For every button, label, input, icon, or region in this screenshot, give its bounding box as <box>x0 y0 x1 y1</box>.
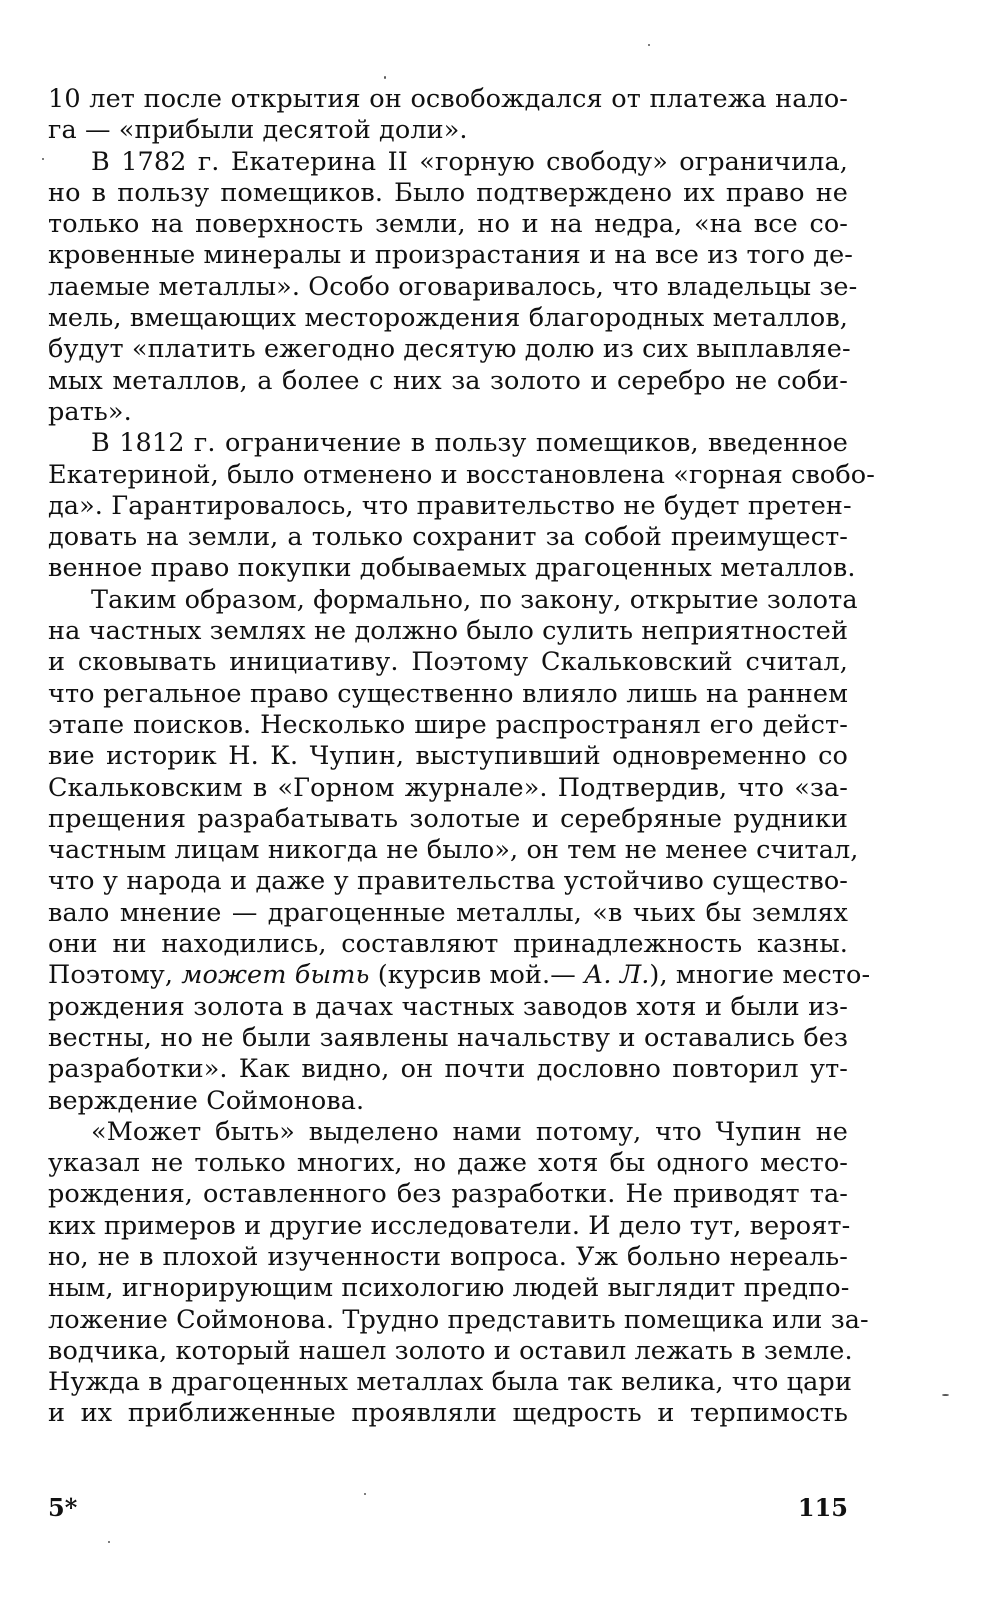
text-line: разработки». Как видно, он почти дословно повторил ут- <box>48 1054 848 1085</box>
text-line: этапе поисков. Несколько шире распространял его дейст- <box>48 709 848 740</box>
text-line: вало мнение — драгоценные металлы, «в чьих бы землях <box>48 897 848 928</box>
text-line: довать на земли, а только сохранит за собой преимущест- <box>48 522 848 553</box>
text-line: что регальное право существенно влияло лишь на раннем <box>48 678 848 709</box>
scan-speck <box>648 44 650 46</box>
text-line: Поэтому, может быть (курсив мой.— А. Л.), многие место- <box>48 960 871 991</box>
text-line: рождения, оставленного без разработки. Не приводят та- <box>48 1179 848 1210</box>
page-body <box>48 84 875 1430</box>
page-number: 115 <box>797 1493 848 1522</box>
text-line: Нужда в драгоценных металлах была так велика, что цари <box>48 1367 852 1398</box>
text-line: вестны, но не были заявлены начальству и оставались без <box>48 1022 848 1053</box>
text-line: венное право покупки добываемых драгоценных металлов. <box>48 553 856 584</box>
page-footer <box>48 1493 848 1527</box>
scan-speck <box>108 1541 110 1543</box>
text-line: га — «прибыли десятой доли». <box>48 115 468 146</box>
text-line: верждение Соймонова. <box>48 1085 365 1116</box>
text-line: но в пользу помещиков. Было подтверждено их право не <box>48 177 848 208</box>
text-line: они ни находились, составляют принадлежность казны. <box>48 929 848 960</box>
text-line: только на поверхность земли, но и на недра, «на все со- <box>48 209 848 240</box>
text-line: и сковывать инициативу. Поэтому Скальковский считал, <box>48 647 848 678</box>
text-line: будут «платить ежегодно десятую долю из сих выплавляе- <box>48 334 851 365</box>
text-line: мель, вмещающих месторождения благородных металлов, <box>48 303 848 334</box>
text-line: и их приближенные проявляли щедрость и терпимость <box>48 1398 848 1429</box>
text-line: рождения золота в дачах частных заводов хотя и были из- <box>48 991 848 1022</box>
text-line: лаемые металлы». Особо оговаривалось, что владельцы зе- <box>48 271 858 302</box>
text-line: частным лицам никогда не было», он тем не менее считал, <box>48 835 859 866</box>
text-line: на частных землях не должно было сулить неприятностей <box>48 616 849 647</box>
text-line: что у народа и даже у правительства устойчиво существо- <box>48 866 848 897</box>
text-line: Екатериной, было отменено и восстановлена «горная свобо- <box>48 459 875 490</box>
scan-speck <box>384 76 386 79</box>
text-line: «Может быть» выделено нами потому, что Чупин не <box>91 1116 848 1147</box>
text-line: ложение Соймонова. Трудно представить помещика или за- <box>48 1304 869 1335</box>
text-line: да». Гарантировалось, что правительство не будет претен- <box>48 490 852 521</box>
text-line: но, не в плохой изученности вопроса. Уж больно нереаль- <box>48 1241 848 1272</box>
scan-speck <box>42 158 44 160</box>
text-line: прещения разрабатывать золотые и серебряные рудники <box>48 803 848 834</box>
text-line: рать». <box>48 396 132 427</box>
text-line: ких примеров и другие исследователи. И дело тут, вероят- <box>48 1210 851 1241</box>
text-line: водчика, который нашел золото и оставил лежать в земле. <box>48 1335 853 1366</box>
text-line: 10 лет после открытия он освобождался от платежа нало- <box>48 84 848 114</box>
text-line: мых металлов, а более с них за золото и серебро не соби- <box>48 365 848 396</box>
text-line: В 1812 г. ограничение в пользу помещиков, введенное <box>91 428 848 459</box>
text-line: вие историк Н. К. Чупин, выступивший одновременно со <box>48 741 848 772</box>
signature-mark: 5* <box>48 1493 78 1522</box>
text-line: В 1782 г. Екатерина II «горную свободу» ограничила, <box>91 146 848 177</box>
text-line: указал не только многих, но даже хотя бы одного место- <box>48 1148 848 1179</box>
text-line: ным, игнорирующим психологию людей выглядит предпо- <box>48 1273 850 1304</box>
scan-speck <box>364 1493 366 1495</box>
text-line: Таким образом, формально, по закону, открытие золота <box>91 584 858 615</box>
scan-speck <box>942 1394 949 1396</box>
text-line: кровенные минералы и произрастания и на все из того де- <box>48 240 854 271</box>
text-line: Скальковским в «Горном журнале». Подтвердив, что «за- <box>48 772 848 803</box>
